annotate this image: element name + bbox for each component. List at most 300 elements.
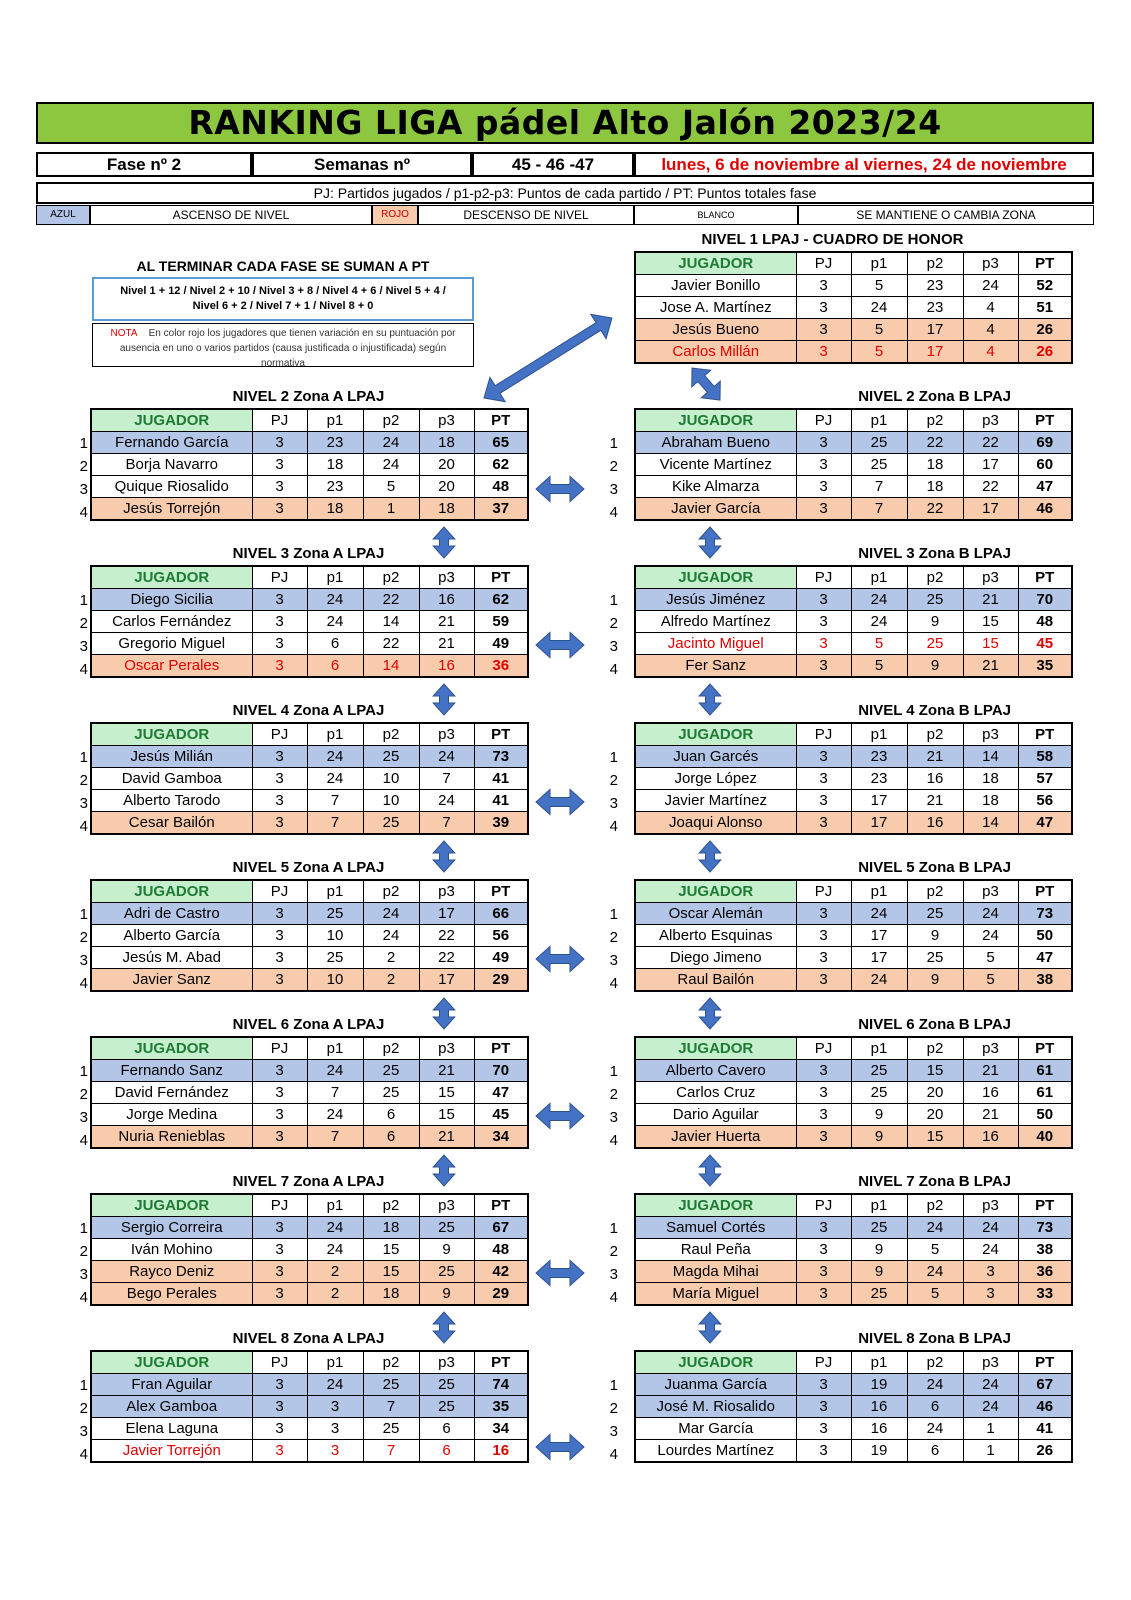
row-number: 4 bbox=[609, 1132, 618, 1149]
cell-name: Jorge López bbox=[635, 768, 796, 790]
cell-p3: 7 bbox=[419, 812, 474, 835]
cell-pj: 3 bbox=[796, 1261, 851, 1283]
cell-p2: 24 bbox=[907, 1374, 963, 1396]
cell-p2: 1 bbox=[363, 498, 419, 521]
header-p2: p2 bbox=[907, 252, 963, 275]
cell-p3: 6 bbox=[419, 1418, 474, 1440]
cell-p3: 9 bbox=[419, 1283, 474, 1306]
header-p1: p1 bbox=[851, 1194, 907, 1217]
cell-p2: 18 bbox=[907, 476, 963, 498]
cell-pt: 74 bbox=[474, 1374, 528, 1396]
cell-p3: 24 bbox=[963, 903, 1018, 925]
cell-name: Iván Mohino bbox=[91, 1239, 252, 1261]
cell-pt: 52 bbox=[1018, 275, 1072, 297]
cell-pj: 3 bbox=[252, 1396, 307, 1418]
cell-p3: 15 bbox=[963, 633, 1018, 655]
cell-p2: 18 bbox=[363, 1283, 419, 1306]
cell-name: Javier Martínez bbox=[635, 790, 796, 812]
section-title-n8a: NIVEL 8 Zona A LPAJ bbox=[232, 1330, 385, 1347]
cell-pt: 49 bbox=[474, 947, 528, 969]
double-arrow-icon bbox=[536, 632, 584, 657]
row-number: 3 bbox=[79, 795, 88, 812]
cell-p2: 7 bbox=[363, 1440, 419, 1463]
header-pt: PT bbox=[1018, 566, 1072, 589]
legend-blanco-swatch: BLANCO bbox=[634, 205, 798, 225]
cell-p1: 25 bbox=[851, 1283, 907, 1306]
cell-p2: 15 bbox=[907, 1060, 963, 1082]
row-number: 3 bbox=[79, 952, 88, 969]
cell-pt: 73 bbox=[474, 746, 528, 768]
cell-p2: 22 bbox=[907, 498, 963, 521]
double-arrow-icon bbox=[536, 1103, 584, 1128]
cell-p2: 10 bbox=[363, 768, 419, 790]
cell-pt: 48 bbox=[474, 476, 528, 498]
cell-name: Alex Gamboa bbox=[91, 1396, 252, 1418]
header-p2: p2 bbox=[363, 566, 419, 589]
cell-name: Raul Bailón bbox=[635, 969, 796, 992]
header-p3: p3 bbox=[963, 566, 1018, 589]
header-p1: p1 bbox=[851, 252, 907, 275]
cell-name: Javier Sanz bbox=[91, 969, 252, 992]
header-p3: p3 bbox=[419, 1037, 474, 1060]
cell-p1: 2 bbox=[307, 1283, 363, 1306]
row-number: 3 bbox=[609, 638, 618, 655]
cell-p1: 3 bbox=[307, 1396, 363, 1418]
cell-p1: 25 bbox=[851, 432, 907, 454]
cell-pt: 29 bbox=[474, 1283, 528, 1306]
legend-definitions: PJ: Partidos jugados / p1-p2-p3: Puntos de cada partido / PT: Puntos totales fase bbox=[36, 182, 1094, 204]
cell-pt: 57 bbox=[1018, 768, 1072, 790]
header-pj: PJ bbox=[796, 880, 851, 903]
section-title-n3a: NIVEL 3 Zona A LPAJ bbox=[232, 545, 385, 562]
cell-p2: 7 bbox=[363, 1396, 419, 1418]
row-number: 3 bbox=[79, 1109, 88, 1126]
cell-pt: 36 bbox=[474, 655, 528, 678]
double-arrow-icon bbox=[433, 1312, 455, 1343]
row-number: 2 bbox=[79, 1400, 88, 1417]
cell-pt: 48 bbox=[474, 1239, 528, 1261]
row-number: 4 bbox=[79, 1132, 88, 1149]
cell-p3: 24 bbox=[963, 925, 1018, 947]
header-jugador: JUGADOR bbox=[91, 566, 252, 589]
cell-p3: 3 bbox=[963, 1283, 1018, 1306]
header-pj: PJ bbox=[252, 1194, 307, 1217]
row-number: 2 bbox=[609, 1243, 618, 1260]
cell-p2: 22 bbox=[363, 633, 419, 655]
section-title-n7b: NIVEL 7 Zona B LPAJ bbox=[858, 1173, 1011, 1190]
cell-p3: 22 bbox=[963, 476, 1018, 498]
double-arrow-icon bbox=[536, 1260, 584, 1285]
cell-name: Fernando García bbox=[91, 432, 252, 454]
row-number: 3 bbox=[609, 1266, 618, 1283]
cell-pj: 3 bbox=[796, 1440, 851, 1463]
cell-p3: 21 bbox=[419, 611, 474, 633]
cell-pt: 26 bbox=[1018, 341, 1072, 364]
cell-p2: 22 bbox=[363, 589, 419, 611]
header-pt: PT bbox=[474, 566, 528, 589]
cell-name: Rayco Deniz bbox=[91, 1261, 252, 1283]
section-title-n8b: NIVEL 8 Zona B LPAJ bbox=[858, 1330, 1011, 1347]
header-p3: p3 bbox=[419, 566, 474, 589]
cell-pt: 36 bbox=[1018, 1261, 1072, 1283]
header-pj: PJ bbox=[252, 723, 307, 746]
cell-p3: 15 bbox=[419, 1104, 474, 1126]
header-pt: PT bbox=[1018, 880, 1072, 903]
double-arrow-icon bbox=[692, 368, 721, 400]
row-number: 2 bbox=[609, 1086, 618, 1103]
double-arrow-icon bbox=[433, 841, 455, 872]
row-number: 4 bbox=[609, 1446, 618, 1463]
cell-name: Quique Riosalido bbox=[91, 476, 252, 498]
cell-pj: 3 bbox=[252, 655, 307, 678]
cell-p1: 6 bbox=[307, 655, 363, 678]
cell-p1: 5 bbox=[851, 319, 907, 341]
cell-pt: 26 bbox=[1018, 1440, 1072, 1463]
cell-p3: 22 bbox=[419, 947, 474, 969]
cell-pj: 3 bbox=[796, 947, 851, 969]
cell-name: Juanma García bbox=[635, 1374, 796, 1396]
row-number: 1 bbox=[79, 749, 88, 766]
cell-pj: 3 bbox=[796, 341, 851, 364]
cell-pt: 66 bbox=[474, 903, 528, 925]
double-arrow-icon bbox=[699, 1312, 721, 1343]
cell-p1: 5 bbox=[851, 633, 907, 655]
cell-p2: 24 bbox=[363, 454, 419, 476]
double-arrow-icon bbox=[699, 684, 721, 715]
cell-p1: 19 bbox=[851, 1374, 907, 1396]
cell-pj: 3 bbox=[252, 1082, 307, 1104]
legend-azul-swatch: AZUL bbox=[36, 205, 90, 225]
header-pj: PJ bbox=[252, 409, 307, 432]
row-number: 2 bbox=[609, 615, 618, 632]
cell-pt: 39 bbox=[474, 812, 528, 835]
cell-p1: 7 bbox=[307, 1126, 363, 1149]
cell-p3: 18 bbox=[963, 790, 1018, 812]
cell-name: Mar García bbox=[635, 1418, 796, 1440]
cell-pt: 51 bbox=[1018, 297, 1072, 319]
page-title: RANKING LIGA pádel Alto Jalón 2023/24 bbox=[36, 102, 1094, 144]
cell-p2: 14 bbox=[363, 611, 419, 633]
section-title-n6a: NIVEL 6 Zona A LPAJ bbox=[232, 1016, 385, 1033]
row-number: 2 bbox=[79, 615, 88, 632]
cell-p1: 25 bbox=[851, 1082, 907, 1104]
cell-p1: 18 bbox=[307, 454, 363, 476]
header-jugador: JUGADOR bbox=[91, 1037, 252, 1060]
cell-p1: 16 bbox=[851, 1418, 907, 1440]
row-number: 1 bbox=[79, 1377, 88, 1394]
row-number: 1 bbox=[79, 435, 88, 452]
cell-p1: 19 bbox=[851, 1440, 907, 1463]
cell-pj: 3 bbox=[796, 1239, 851, 1261]
cell-pt: 46 bbox=[1018, 498, 1072, 521]
cell-name: José M. Riosalido bbox=[635, 1396, 796, 1418]
cell-p3: 24 bbox=[963, 1239, 1018, 1261]
header-jugador: JUGADOR bbox=[635, 566, 796, 589]
double-arrow-icon bbox=[699, 841, 721, 872]
header-pj: PJ bbox=[796, 1351, 851, 1374]
row-number: 4 bbox=[79, 504, 88, 521]
cell-p2: 24 bbox=[907, 1261, 963, 1283]
header-pt: PT bbox=[1018, 252, 1072, 275]
cell-name: Oscar Perales bbox=[91, 655, 252, 678]
cell-pj: 3 bbox=[796, 275, 851, 297]
cell-pj: 3 bbox=[796, 1104, 851, 1126]
cell-pj: 3 bbox=[796, 1060, 851, 1082]
cell-pt: 26 bbox=[1018, 319, 1072, 341]
cell-pt: 46 bbox=[1018, 1396, 1072, 1418]
header-p2: p2 bbox=[907, 1037, 963, 1060]
cell-p1: 16 bbox=[851, 1396, 907, 1418]
cell-p3: 25 bbox=[419, 1396, 474, 1418]
cell-pj: 3 bbox=[796, 611, 851, 633]
cell-p3: 15 bbox=[963, 611, 1018, 633]
cell-name: Oscar Alemán bbox=[635, 903, 796, 925]
section-title-n2a: NIVEL 2 Zona A LPAJ bbox=[232, 388, 385, 405]
cell-pt: 60 bbox=[1018, 454, 1072, 476]
cell-pj: 3 bbox=[252, 1261, 307, 1283]
cell-p2: 6 bbox=[363, 1104, 419, 1126]
row-number: 2 bbox=[79, 1243, 88, 1260]
cell-p2: 10 bbox=[363, 790, 419, 812]
cell-pj: 3 bbox=[252, 1374, 307, 1396]
row-number: 1 bbox=[609, 749, 618, 766]
cell-pt: 47 bbox=[1018, 812, 1072, 835]
header-pt: PT bbox=[474, 1194, 528, 1217]
cell-p3: 22 bbox=[963, 432, 1018, 454]
row-number: 1 bbox=[609, 1377, 618, 1394]
double-arrow-icon bbox=[433, 527, 455, 558]
cell-pj: 3 bbox=[796, 1418, 851, 1440]
cell-p2: 24 bbox=[363, 903, 419, 925]
double-arrow-icon bbox=[433, 998, 455, 1029]
cell-p3: 9 bbox=[419, 1239, 474, 1261]
cell-pj: 3 bbox=[252, 1418, 307, 1440]
double-arrow-icon bbox=[699, 527, 721, 558]
cell-p1: 24 bbox=[851, 611, 907, 633]
cell-p2: 14 bbox=[363, 655, 419, 678]
row-number: 4 bbox=[79, 818, 88, 835]
cell-p1: 25 bbox=[851, 1060, 907, 1082]
cell-pj: 3 bbox=[796, 790, 851, 812]
cell-p2: 24 bbox=[907, 1217, 963, 1239]
cell-p1: 23 bbox=[851, 768, 907, 790]
cell-pj: 3 bbox=[252, 476, 307, 498]
cell-p2: 18 bbox=[363, 1217, 419, 1239]
cell-name: Jesús Torrejón bbox=[91, 498, 252, 521]
cell-pt: 67 bbox=[1018, 1374, 1072, 1396]
cell-pj: 3 bbox=[796, 633, 851, 655]
cell-name: Fer Sanz bbox=[635, 655, 796, 678]
header-pj: PJ bbox=[796, 1194, 851, 1217]
cell-p2: 20 bbox=[907, 1082, 963, 1104]
bonus-points-line1: Nivel 1 + 12 / Nivel 2 + 10 / Nivel 3 + 8 / Nivel 4 + 6 / Nivel 5 + 4 / bbox=[120, 285, 446, 297]
cell-p3: 4 bbox=[963, 319, 1018, 341]
cell-pt: 35 bbox=[474, 1396, 528, 1418]
cell-pt: 48 bbox=[1018, 611, 1072, 633]
cell-p3: 14 bbox=[963, 746, 1018, 768]
cell-pj: 3 bbox=[252, 746, 307, 768]
cell-p1: 17 bbox=[851, 925, 907, 947]
cell-p3: 25 bbox=[419, 1217, 474, 1239]
header-p1: p1 bbox=[851, 1351, 907, 1374]
cell-p3: 7 bbox=[419, 768, 474, 790]
cell-pt: 69 bbox=[1018, 432, 1072, 454]
header-jugador: JUGADOR bbox=[635, 1194, 796, 1217]
header-pt: PT bbox=[474, 1037, 528, 1060]
cell-p2: 22 bbox=[907, 432, 963, 454]
cell-name: Javier García bbox=[635, 498, 796, 521]
cell-pj: 3 bbox=[252, 768, 307, 790]
cell-pj: 3 bbox=[252, 812, 307, 835]
cell-p1: 9 bbox=[851, 1104, 907, 1126]
cell-pj: 3 bbox=[252, 790, 307, 812]
header-pt: PT bbox=[1018, 409, 1072, 432]
fase-label: Fase nº 2 bbox=[36, 152, 252, 177]
double-arrow-icon bbox=[433, 1155, 455, 1186]
header-p3: p3 bbox=[963, 252, 1018, 275]
cell-name: Bego Perales bbox=[91, 1283, 252, 1306]
bonus-title: AL TERMINAR CADA FASE SE SUMAN A PT bbox=[136, 258, 430, 274]
cell-p1: 24 bbox=[851, 969, 907, 992]
cell-name: Carlos Cruz bbox=[635, 1082, 796, 1104]
cell-pj: 3 bbox=[796, 768, 851, 790]
cell-pt: 50 bbox=[1018, 1104, 1072, 1126]
row-number: 2 bbox=[79, 458, 88, 475]
cell-name: David Fernández bbox=[91, 1082, 252, 1104]
cell-p3: 18 bbox=[963, 768, 1018, 790]
cell-name: Diego Sicilia bbox=[91, 589, 252, 611]
cell-pt: 73 bbox=[1018, 1217, 1072, 1239]
cell-p3: 5 bbox=[963, 947, 1018, 969]
cell-pj: 3 bbox=[252, 1217, 307, 1239]
cell-p1: 2 bbox=[307, 1261, 363, 1283]
row-number: 4 bbox=[79, 975, 88, 992]
section-title-n3b: NIVEL 3 Zona B LPAJ bbox=[858, 545, 1011, 562]
cell-pt: 42 bbox=[474, 1261, 528, 1283]
cell-p1: 17 bbox=[851, 790, 907, 812]
header-pt: PT bbox=[474, 723, 528, 746]
header-p2: p2 bbox=[907, 566, 963, 589]
cell-p1: 9 bbox=[851, 1126, 907, 1149]
header-pj: PJ bbox=[252, 1037, 307, 1060]
header-p2: p2 bbox=[363, 1194, 419, 1217]
cell-p1: 7 bbox=[851, 498, 907, 521]
header-p1: p1 bbox=[851, 1037, 907, 1060]
bonus-points-line2: Nivel 6 + 2 / Nivel 7 + 1 / Nivel 8 + 0 bbox=[192, 300, 374, 312]
cell-p2: 9 bbox=[907, 925, 963, 947]
section-title-n7a: NIVEL 7 Zona A LPAJ bbox=[232, 1173, 385, 1190]
header-jugador: JUGADOR bbox=[91, 880, 252, 903]
cell-p1: 7 bbox=[307, 812, 363, 835]
cell-p2: 6 bbox=[363, 1126, 419, 1149]
header-jugador: JUGADOR bbox=[91, 409, 252, 432]
cell-name: Lourdes Martínez bbox=[635, 1440, 796, 1463]
cell-name: Jorge Medina bbox=[91, 1104, 252, 1126]
section-title-n5a: NIVEL 5 Zona A LPAJ bbox=[232, 859, 385, 876]
cell-p1: 24 bbox=[851, 297, 907, 319]
cell-p1: 23 bbox=[307, 432, 363, 454]
cell-p2: 18 bbox=[907, 454, 963, 476]
cell-pt: 62 bbox=[474, 454, 528, 476]
header-p3: p3 bbox=[419, 409, 474, 432]
row-number: 3 bbox=[79, 1266, 88, 1283]
header-jugador: JUGADOR bbox=[91, 1194, 252, 1217]
cell-p3: 21 bbox=[963, 655, 1018, 678]
cell-pt: 33 bbox=[1018, 1283, 1072, 1306]
cell-p2: 24 bbox=[363, 432, 419, 454]
cell-pj: 3 bbox=[796, 1396, 851, 1418]
cell-p2: 5 bbox=[363, 476, 419, 498]
cell-pj: 3 bbox=[252, 1283, 307, 1306]
cell-pj: 3 bbox=[252, 611, 307, 633]
cell-name: María Miguel bbox=[635, 1283, 796, 1306]
cell-name: Jose A. Martínez bbox=[635, 297, 796, 319]
header-p3: p3 bbox=[963, 880, 1018, 903]
cell-p3: 1 bbox=[963, 1440, 1018, 1463]
legend-azul-text: ASCENSO DE NIVEL bbox=[90, 205, 372, 225]
header-jugador: JUGADOR bbox=[91, 1351, 252, 1374]
row-number: 1 bbox=[609, 1220, 618, 1237]
header-pt: PT bbox=[474, 880, 528, 903]
cell-pt: 38 bbox=[1018, 1239, 1072, 1261]
cell-p1: 23 bbox=[851, 746, 907, 768]
cell-p3: 22 bbox=[419, 925, 474, 947]
cell-pt: 49 bbox=[474, 633, 528, 655]
section-title-n4a: NIVEL 4 Zona A LPAJ bbox=[232, 702, 385, 719]
cell-pj: 3 bbox=[796, 432, 851, 454]
cell-p3: 24 bbox=[963, 1374, 1018, 1396]
cell-pj: 3 bbox=[796, 589, 851, 611]
cell-pj: 3 bbox=[252, 454, 307, 476]
cell-pt: 59 bbox=[474, 611, 528, 633]
cell-p2: 23 bbox=[907, 275, 963, 297]
row-number: 4 bbox=[609, 975, 618, 992]
row-number: 3 bbox=[79, 1423, 88, 1440]
cell-pt: 47 bbox=[474, 1082, 528, 1104]
cell-name: Jacinto Miguel bbox=[635, 633, 796, 655]
header-pj: PJ bbox=[252, 566, 307, 589]
legend-rojo-swatch: ROJO bbox=[372, 205, 418, 225]
cell-p3: 25 bbox=[419, 1374, 474, 1396]
cell-p3: 17 bbox=[419, 969, 474, 992]
row-number: 2 bbox=[609, 772, 618, 789]
cell-p3: 15 bbox=[419, 1082, 474, 1104]
section-title-n5b: NIVEL 5 Zona B LPAJ bbox=[858, 859, 1011, 876]
cell-p2: 9 bbox=[907, 969, 963, 992]
cell-name: Elena Laguna bbox=[91, 1418, 252, 1440]
cell-p1: 17 bbox=[851, 947, 907, 969]
cell-p2: 25 bbox=[363, 812, 419, 835]
cell-p3: 20 bbox=[419, 476, 474, 498]
cell-p3: 16 bbox=[419, 655, 474, 678]
row-number: 4 bbox=[609, 661, 618, 678]
double-arrow-icon bbox=[536, 946, 584, 971]
cell-p1: 9 bbox=[851, 1261, 907, 1283]
header-p2: p2 bbox=[363, 409, 419, 432]
cell-name: Javier Torrejón bbox=[91, 1440, 252, 1463]
cell-p3: 16 bbox=[419, 589, 474, 611]
cell-p1: 24 bbox=[307, 611, 363, 633]
cell-p1: 24 bbox=[307, 746, 363, 768]
cell-pj: 3 bbox=[252, 1104, 307, 1126]
row-number: 1 bbox=[609, 906, 618, 923]
row-number: 3 bbox=[609, 1423, 618, 1440]
cell-name: Juan Garcés bbox=[635, 746, 796, 768]
cell-p1: 7 bbox=[851, 476, 907, 498]
cell-pt: 67 bbox=[474, 1217, 528, 1239]
header-pt: PT bbox=[1018, 1351, 1072, 1374]
legend-blanco-text: SE MANTIENE O CAMBIA ZONA bbox=[798, 205, 1094, 225]
